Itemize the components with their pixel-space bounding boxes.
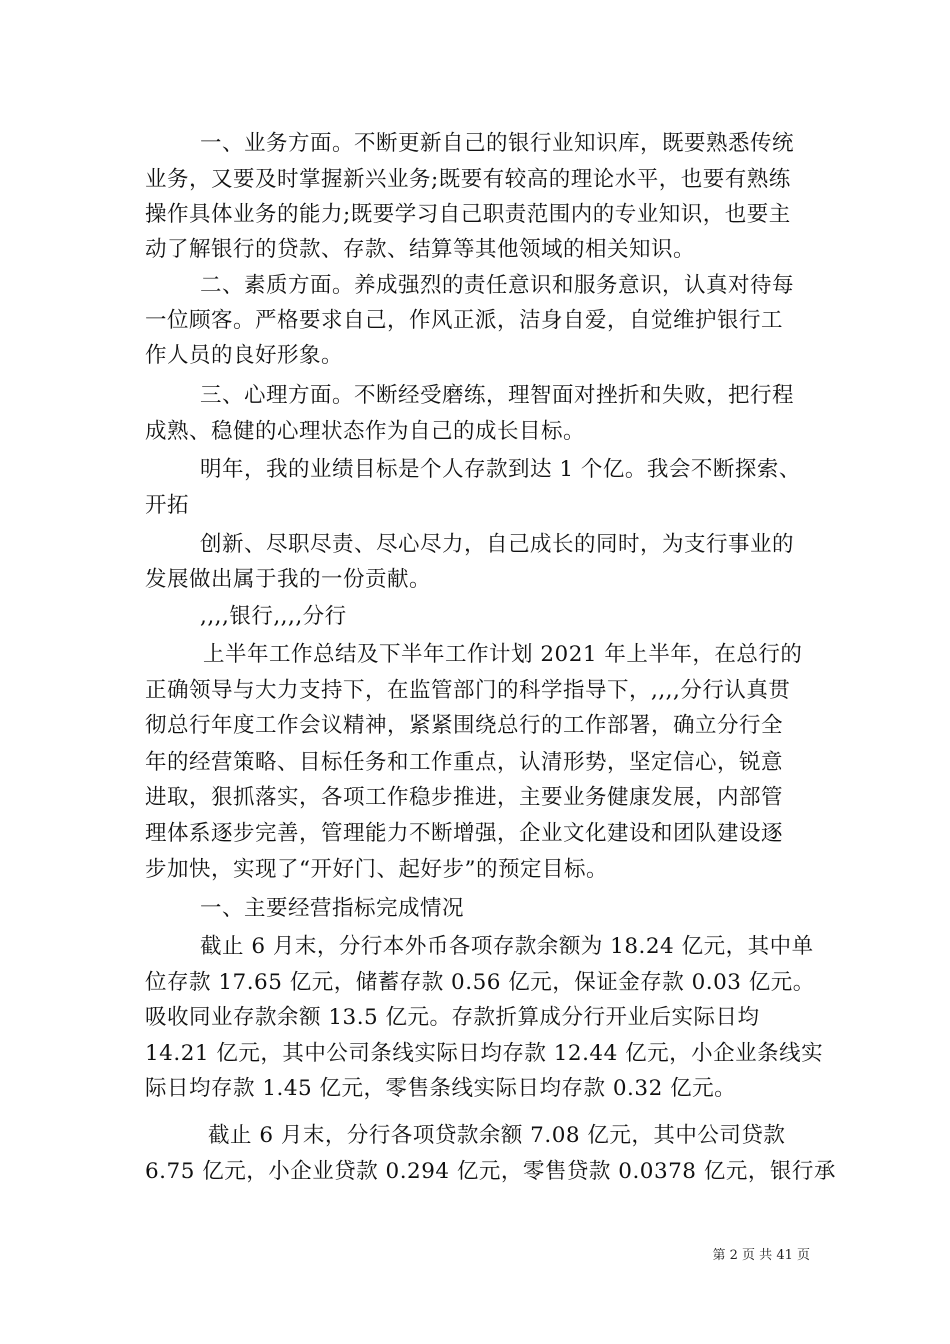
text-line: 步加快，实现了“开好门、起好步”的预定目标。 [145,857,608,882]
text-line: 操作具体业务的能力;既要学习自己职责范围内的专业知识，也要主 [145,202,791,227]
text-line: 动了解银行的贷款、存款、结算等其他领域的相关知识。 [145,237,696,262]
text-line: 正确领导与大力支持下，在监管部门的科学指导下，,,,,分行认真贯 [145,678,791,703]
text-line: 吸收同业存款余额 13.5 亿元。存款折算成分行开业后实际日均 [145,1005,760,1030]
text-line: 上半年工作总结及下半年工作计划 2021 年上半年，在总行的 [203,642,803,667]
text-line: 明年，我的业绩目标是个人存款到达 1 个亿。我会不断探索、 [200,457,801,482]
page-number: 第 2 页 共 41 页 [712,1248,810,1263]
text-line: 彻总行年度工作会议精神，紧紧围绕总行的工作部署，确立分行全 [145,713,784,738]
text-line: 截止 6 月末，分行各项贷款余额 7.08 亿元，其中公司贷款 [208,1123,786,1148]
text-line: 作人员的良好形象。 [145,343,344,368]
text-line: 二、素质方面。养成强烈的责任意识和服务意识，认真对待每 [200,273,795,298]
text-line: 截止 6 月末，分行本外币各项存款余额为 18.24 亿元，其中单 [200,934,814,959]
text-line: ,,,,银行,,,,分行 [200,604,347,629]
text-line: 开拓 [145,493,190,518]
text-line: 14.21 亿元，其中公司条线实际日均存款 12.44 亿元，小企业条线实 [145,1041,824,1066]
text-line: 发展做出属于我的一份贡献。 [145,567,432,592]
text-line: 进取，狠抓落实，各项工作稳步推进，主要业务健康发展，内部管 [145,785,784,810]
text-line: 三、心理方面。不断经受磨练，理智面对挫折和失败，把行程 [200,383,795,408]
text-line: 年的经营策略、目标任务和工作重点，认清形势，坚定信心，锐意 [145,750,784,775]
text-line: 一、主要经营指标完成情况 [200,896,465,921]
text-line: 创新、尽职尽责、尽心尽力，自己成长的同时，为支行事业的 [200,532,795,557]
text-line: 理体系逐步完善，管理能力不断增强，企业文化建设和团队建设逐 [145,821,784,846]
text-line: 一位顾客。严格要求自己，作风正派，洁身自爱，自觉维护银行工 [145,308,784,333]
text-line: 际日均存款 1.45 亿元，零售条线实际日均存款 0.32 亿元。 [145,1076,737,1101]
text-line: 一、业务方面。不断更新自己的银行业知识库，既要熟悉传统 [200,131,795,156]
text-line: 成熟、稳健的心理状态作为自己的成长目标。 [145,419,586,444]
text-line: 位存款 17.65 亿元，储蓄存款 0.56 亿元，保证金存款 0.03 亿元。 [145,970,815,995]
text-line: 业务，又要及时掌握新兴业务;既要有较高的理论水平，也要有熟练 [145,167,791,192]
text-line: 6.75 亿元，小企业贷款 0.294 亿元，零售贷款 0.0378 亿元，银行承 [145,1159,836,1184]
